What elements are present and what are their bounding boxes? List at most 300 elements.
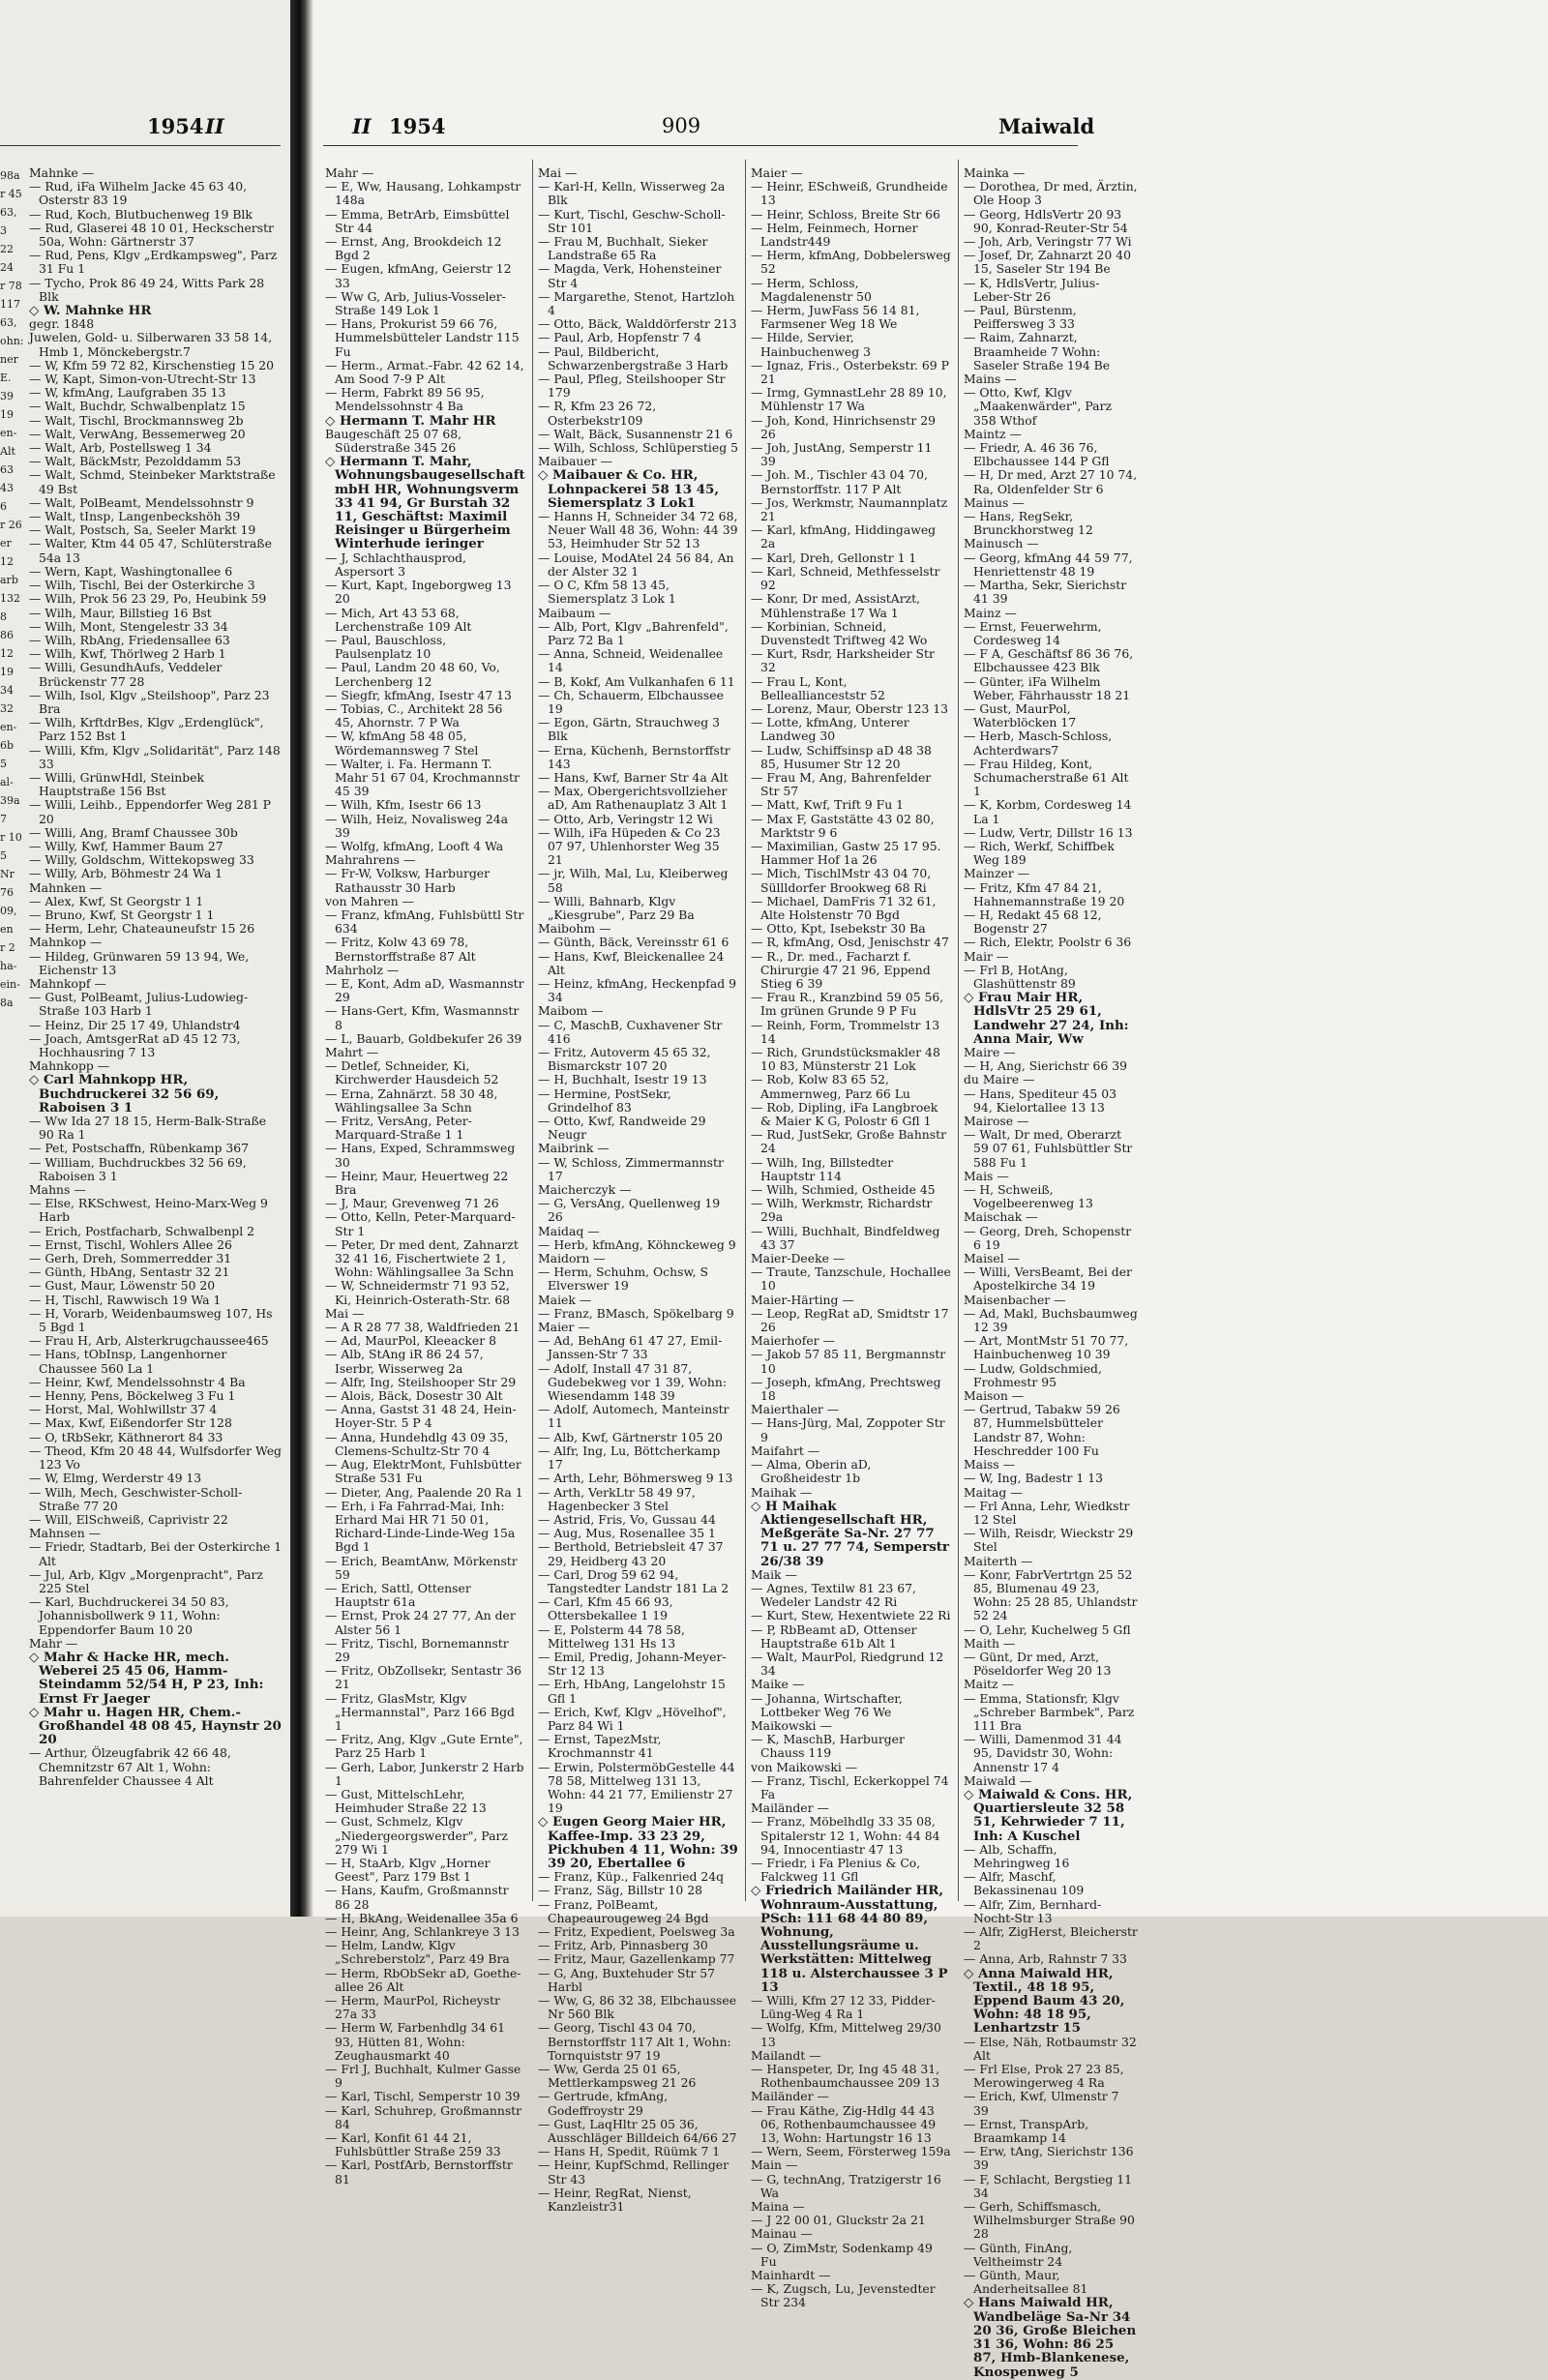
section-heading: Maidorn — — [538, 1251, 606, 1266]
section-heading: Maikowski — — [751, 1717, 832, 1733]
directory-entry: — Emma, BetrArb, Eimsbüttel Str 44 — [325, 206, 510, 235]
margin-fragment: en — [0, 923, 14, 936]
directory-entry: — Leop, RegRat aD, Smidtstr 17 26 — [751, 1305, 949, 1335]
directory-entry: — Fritz, Autoverm 45 65 32, Bismarckstr 107 20 — [538, 1045, 711, 1074]
directory-entry: — Herm, RbObSekr aD, Goethe-allee 26 Alt — [325, 1965, 521, 1994]
directory-entry: — Willi, Leihb., Eppendorfer Weg 281 P 20 — [29, 797, 271, 826]
directory-entry: — Raim, Zahnarzt, Braamheide 7 Wohn: Saseler Straße 194 Be — [964, 330, 1111, 372]
section-heading: Mahr — — [325, 165, 374, 180]
section-heading: Mahns — — [29, 1182, 86, 1198]
directory-entry: — Michael, DamFris 71 32 61, Alte Holstenstr 70 Bgd — [751, 893, 937, 922]
directory-entry: — Hans-Gert, Kfm, Wasmannstr 8 — [325, 1003, 520, 1032]
directory-entry: — Willy, Goldschm, Wittekopsweg 33 — [29, 852, 254, 868]
directory-entry: — Walt, Schmd, Steinbeker Marktstraße 49 Bst — [29, 467, 276, 496]
section-heading: Maibom — — [538, 1003, 604, 1019]
section-heading: Mainz — — [964, 605, 1017, 620]
directory-entry: — K, Korbm, Cordesweg 14 La 1 — [964, 797, 1132, 826]
right-page — [313, 0, 1548, 2380]
directory-entry: — G, Ang, Buxtehuder Str 57 Harbl — [538, 1965, 715, 1994]
directory-entry: — Günter, iFa Wilhelm Weber, Fährhausstr 18 21 — [964, 673, 1131, 702]
margin-fragment: r 45 — [0, 188, 22, 200]
column-3 — [751, 165, 951, 2310]
directory-entry: — Frl Else, Prok 27 23 85, Merowingerweg 4 Ra — [964, 2062, 1124, 2091]
directory-entry: — Frl B, HotAng, Glashüttenstr 89 — [964, 962, 1076, 991]
left-header-rule — [0, 145, 281, 146]
directory-entry: — Max F, Gaststätte 43 02 80, Marktstr 9 6 — [751, 811, 935, 840]
directory-entry: — Alfr, ZigHerst, Bleicherstr 2 — [964, 1924, 1138, 1953]
directory-entry: — J, Maur, Grevenweg 71 26 — [325, 1196, 499, 1211]
directory-entry: — Mich, TischlMstr 43 04 70, Süllldorfer Brookweg 68 Ri — [751, 866, 932, 895]
column-rule — [532, 160, 533, 1901]
directory-entry: — Lorenz, Maur, Oberstr 123 13 — [751, 700, 949, 716]
directory-entry: — Erna, Zahnärzt. 58 30 48, Wählingsallee 3a Schn — [325, 1086, 498, 1115]
directory-entry: — Hans, Kaufm, Großmannstr 86 28 — [325, 1883, 509, 1912]
directory-entry: — Herm, Schloss, Magdalenenstr 50 — [751, 275, 872, 304]
section-heading: Maibrink — — [538, 1141, 610, 1156]
directory-entry: — Rud, Koch, Blutbuchenweg 19 Blk — [29, 206, 253, 222]
directory-entry: — Ignaz, Fris., Osterbekstr. 69 P 21 — [751, 357, 949, 387]
directory-entry: — Eugen, kfmAng, Geierstr 12 33 — [325, 261, 512, 290]
directory-entry: — W, Kapt, Simon-von-Utrecht-Str 13 — [29, 372, 256, 387]
directory-entry: — W, Ing, Badestr 1 13 — [964, 1471, 1104, 1486]
directory-entry: ◇ Mahr & Hacke HR, mech. Weberei 25 45 06, Hamm-Steindamm 52/54 H, P 23, Inh: Ernst Fr Jaeger — [29, 1649, 264, 1707]
directory-entry: — Alb, Kwf, Gärtnerstr 105 20 — [538, 1429, 723, 1444]
directory-entry: — Berthold, Betriebsleit 47 37 29, Heidberg 43 20 — [538, 1539, 724, 1568]
directory-entry: — Erna, Küchenh, Bernstorffstr 143 — [538, 742, 730, 771]
directory-entry: — Rich, Elektr, Poolstr 6 36 — [964, 935, 1132, 950]
section-heading: Maisel — — [964, 1251, 1021, 1266]
section-heading: Maiwald — — [964, 1772, 1032, 1788]
directory-entry: — Will, ElSchweiß, Caprivistr 22 — [29, 1511, 228, 1527]
directory-entry: — Wilh, Isol, Klgv „Steilshoop", Parz 23 Bra — [29, 687, 270, 716]
directory-entry: — Fritz, GlasMstr, Klgv „Hermannstal", Parz 166 Bgd 1 — [325, 1690, 515, 1733]
section-heading: Maidaq — — [538, 1223, 600, 1238]
margin-fragment: 7 — [0, 813, 7, 825]
directory-entry: — Erh, i Fa Fahrrad-Mai, Inh: Erhard Mai HR 71 50 01, Richard-Linde-Linde-Weg 15a Bgd 1 — [325, 1498, 516, 1555]
directory-entry: — Paul, Bürstenm, Peiffersweg 3 33 — [964, 303, 1077, 332]
directory-entry: — Walt, PolBeamt, Mendelssohnstr 9 — [29, 494, 254, 510]
directory-entry: — Alex, Kwf, St Georgstr 1 1 — [29, 893, 204, 908]
directory-entry: — Ww, G, 86 32 38, Elbchaussee Nr 560 Blk — [538, 1993, 737, 2022]
directory-entry: — Günth, FinAng, Veltheimstr 24 — [964, 2240, 1073, 2269]
margin-fragment: 32 — [0, 702, 14, 715]
directory-entry: — Walt, tInsp, Langenbeckshöh 39 — [29, 509, 241, 524]
right-header-year: 1954 — [389, 114, 446, 138]
directory-entry: — Bruno, Kwf, St Georgstr 1 1 — [29, 907, 215, 922]
margin-fragment: r 2 — [0, 941, 15, 954]
directory-entry: — W, kfmAng 58 48 05, Wördemannsweg 7 Stel — [325, 729, 479, 758]
directory-entry: — Astrid, Fris, Vo, Gussau 44 — [538, 1511, 716, 1527]
directory-entry: — Ad, Makl, Buchsbaumweg 12 39 — [964, 1305, 1138, 1335]
directory-entry: ◇ Carl Mahnkopp HR, Buchdruckerei 32 56 69, Raboisen 3 1 — [29, 1072, 220, 1116]
section-heading: Mainka — — [964, 165, 1026, 180]
directory-entry: — Georg, Tischl 43 04 70, Bernstorffstr 117 Alt 1, Wohn: Tornquiststr 97 19 — [538, 2020, 731, 2063]
directory-entry: — O C, Kfm 58 13 45, Siemersplatz 3 Lok 1 — [538, 578, 676, 607]
directory-entry: — Ernst, Feuerwehrm, Cordesweg 14 — [964, 618, 1102, 647]
directory-entry: — Jul, Arb, Klgv „Morgenpracht", Parz 225 Stel — [29, 1566, 263, 1595]
directory-entry: — Helm, Feinmech, Horner Landstr449 — [751, 220, 918, 250]
directory-entry: — Willi, Kfm 27 12 33, Pidder-Lüng-Weg 4 Ra 1 — [751, 1993, 936, 2022]
directory-entry: — Carl, Drog 59 62 94, Tangstedter Landstr 181 La 2 — [538, 1566, 729, 1595]
directory-entry: — Walt, VerwAng, Bessemerweg 20 — [29, 426, 246, 441]
directory-entry: — Rich, Grundstücksmakler 48 10 83, Münsterstr 21 Lok — [751, 1045, 940, 1074]
directory-entry: — Wern, Seem, Försterweg 159a — [751, 2144, 951, 2159]
directory-entry: — Pet, Postschaffn, Rübenkamp 367 — [29, 1141, 249, 1156]
directory-entry: — Karl, Konfit 61 44 21, Fuhlsbüttler Straße 259 33 — [325, 2130, 501, 2159]
directory-entry: — Rud, JustSekr, Große Bahnstr 24 — [751, 1127, 947, 1156]
directory-entry: — J 22 00 01, Gluckstr 2a 21 — [751, 2213, 926, 2228]
margin-fragment: 5 — [0, 849, 7, 862]
directory-entry: — Walt, Buchdr, Schwalbenplatz 15 — [29, 399, 246, 414]
directory-entry: — Hermine, PostSekr, Grindelhof 83 — [538, 1086, 671, 1115]
directory-entry: — Franz, Möbelhdlg 33 35 08, Spitalerstr 12 1, Wohn: 44 84 94, Innocentiastr 47 13 — [751, 1814, 940, 1857]
directory-entry: — Hanspeter, Dr, Ing 45 48 31, Rothenbaumchaussee 209 13 — [751, 2062, 940, 2091]
margin-fragment: 63 — [0, 463, 14, 476]
directory-entry: — Arth, Lehr, Böhmersweg 9 13 — [538, 1471, 733, 1486]
margin-fragment: E. — [0, 372, 12, 384]
directory-entry: — Heinr, RegRat, Nienst, Kanzleistr31 — [538, 2185, 692, 2215]
directory-entry: — Heinr, KupfSchmd, Rellinger Str 43 — [538, 2157, 729, 2187]
directory-entry: — Herb, Masch-Schloss, Achterdwars7 — [964, 729, 1113, 758]
directory-entry: — Heinr, Schloss, Breite Str 66 — [751, 206, 940, 222]
directory-entry: — Margarethe, Stenot, Hartzloh 4 — [538, 288, 735, 318]
directory-entry: — Karl, kfmAng, Hiddingaweg 2a — [751, 522, 937, 551]
directory-entry: — Louise, ModAtel 24 56 84, An der Alster 32 1 — [538, 550, 734, 579]
directory-entry: — Martha, Sekr, Sierichstr 41 39 — [964, 578, 1127, 607]
directory-entry: — Kurt, Stew, Hexentwiete 22 Ri — [751, 1608, 951, 1623]
directory-entry: — Willi, GesundhAufs, Veddeler Brückenstr 77 28 — [29, 660, 223, 689]
directory-entry: — Heinr, Ang, Schlankreye 3 13 — [325, 1924, 520, 1939]
directory-entry: — Karl, Tischl, Semperstr 10 39 — [325, 2089, 521, 2104]
directory-entry: — Georg, kfmAng 44 59 77, Henriettenstr 48 19 — [964, 550, 1133, 579]
directory-entry: — Ww Ida 27 18 15, Herm-Balk-Straße 90 Ra 1 — [29, 1114, 267, 1143]
directory-entry: — Wolfg, kfmAng, Looft 4 Wa — [325, 838, 504, 853]
directory-entry: — Matt, Kwf, Trift 9 Fu 1 — [751, 797, 904, 813]
directory-entry: — Aug, ElektrMont, Fuhlsbütter Straße 531 Fu — [325, 1457, 521, 1486]
section-heading: Mahnkop — — [29, 935, 103, 950]
margin-fragment: arb — [0, 574, 18, 586]
directory-entry: — Fritz, Tischl, Bornemannstr 29 — [325, 1635, 509, 1664]
directory-entry: — Rob, Dipling, iFa Langbroek & Maier K G, Polostr 6 Gfl 1 — [751, 1099, 938, 1129]
directory-entry: ◇ H Maihak Aktiengesellschaft HR, Meßgeräte Sa-Nr. 27 77 71 u. 27 77 74, Semperstr 26/38 39 — [751, 1498, 949, 1569]
left-column — [29, 166, 283, 1908]
margin-fragment: 76 — [0, 886, 14, 899]
directory-entry: — Jakob 57 85 11, Bergmannstr 10 — [751, 1347, 946, 1376]
section-heading: von Maikowski — — [751, 1759, 858, 1774]
directory-entry: — Frau L, Kont, Belleallianceststr 52 — [751, 673, 885, 702]
margin-fragment: r 26 — [0, 519, 22, 531]
directory-entry: — Dorothea, Dr med, Ärztin, Ole Hoop 3 — [964, 179, 1138, 208]
directory-entry: — H, Buchhalt, Isestr 19 13 — [538, 1072, 707, 1087]
directory-entry: — Else, Näh, Rotbaumstr 32 Alt — [964, 2034, 1137, 2063]
directory-entry: — Erich, Kwf, Ulmenstr 7 39 — [964, 2089, 1119, 2118]
left-header-part: II — [205, 114, 224, 138]
directory-entry: — Frau M, Buchhalt, Sieker Landstraße 65 Ra — [538, 234, 708, 263]
section-heading: Mains — — [964, 372, 1017, 387]
margin-fragment: 6b — [0, 739, 15, 752]
directory-entry: ◇ Mahr u. Hagen HR, Chem.-Großhandel 48 08 45, Haynstr 20 20 — [29, 1704, 282, 1748]
directory-entry: — Jos, Werkmstr, Naumannplatz 21 — [751, 494, 948, 524]
section-heading: du Maire — — [964, 1072, 1035, 1087]
directory-entry: — O, tRbSekr, Käthnerort 84 33 — [29, 1429, 223, 1444]
directory-entry: — Heinr, Maur, Heuertweg 22 Bra — [325, 1168, 509, 1198]
directory-entry: — Gust, Schmelz, Klgv „Niedergeorgswerder", Parz 279 Wi 1 — [325, 1814, 508, 1857]
directory-entry: — Heinr, ESchweiß, Grundheide 13 — [751, 179, 948, 208]
directory-entry: — Erich, Kwf, Klgv „Hövelhof", Parz 84 Wi 1 — [538, 1704, 727, 1733]
directory-entry: — Paul, Arb, Hopfenstr 7 4 — [538, 330, 701, 345]
directory-entry: — Ludw, Goldschmied, Frohmestr 95 — [964, 1360, 1102, 1389]
directory-entry: — Ludw, Vertr, Dillstr 16 13 — [964, 824, 1133, 840]
directory-entry: — Rud, iFa Wilhelm Jacke 45 63 40, Osterstr 83 19 — [29, 179, 248, 208]
directory-entry: — H, Ang, Sierichstr 66 39 — [964, 1058, 1128, 1074]
directory-entry: — Adolf, Automech, Manteinstr 11 — [538, 1402, 729, 1431]
margin-fragment: 132 — [0, 592, 20, 605]
directory-entry: — Kurt, Rsdr, Harksheider Str 32 — [751, 646, 935, 675]
directory-entry: — K, HdlsVertr, Julius-Leber-Str 26 — [964, 275, 1100, 304]
directory-entry: — Mich, Art 43 53 68, Lerchenstraße 109 Alt — [325, 605, 472, 634]
directory-entry: — Frau M, Ang, Bahrenfelder Str 57 — [751, 769, 932, 799]
section-heading: Maier — — [538, 1320, 590, 1335]
directory-entry: — Magda, Verk, Hohensteiner Str 4 — [538, 261, 722, 290]
directory-entry: — Wilh, Kwf, Thörlweg 2 Harb 1 — [29, 646, 226, 662]
directory-entry: — Wilh, Werkmstr, Richardstr 29a — [751, 1196, 933, 1225]
directory-entry: — Tycho, Prok 86 49 24, Witts Park 28 Blk — [29, 275, 265, 304]
directory-entry: — Wilh, iFa Hüpeden & Co 23 07 97, Uhlenhorster Weg 35 21 — [538, 824, 721, 868]
directory-entry: — Joseph, kfmAng, Prechtsweg 18 — [751, 1374, 941, 1404]
directory-entry: — Willi, VersBeamt, Bei der Apostelkirche 34 19 — [964, 1264, 1132, 1294]
directory-entry: — Max, Obergerichtsvollzieher aD, Am Rathenauplatz 3 Alt 1 — [538, 784, 729, 813]
directory-entry: — Frl Anna, Lehr, Wiedkstr 12 Stel — [964, 1498, 1130, 1527]
directory-entry: — Walt, Bäck, Susannenstr 21 6 — [538, 426, 733, 441]
directory-entry: — Rob, Kolw 83 65 52, Ammernweg, Parz 66 Lu — [751, 1072, 910, 1101]
column-4 — [964, 165, 1138, 2380]
section-heading: Maicherczyk — — [538, 1182, 632, 1198]
directory-entry: — Heinr, Kwf, Mendelssohnstr 4 Ba — [29, 1374, 246, 1389]
directory-entry: — Agnes, Textilw 81 23 67, Wedeler Landstr 42 Ri — [751, 1580, 916, 1610]
margin-fragment: 86 — [0, 629, 14, 641]
directory-entry: — Ad, BehAng 61 47 27, Emil-Janssen-Str 7 33 — [538, 1333, 723, 1362]
page-number: 909 — [662, 114, 701, 137]
directory-entry: — William, Buchdruckbes 32 56 69, Raboisen 3 1 — [29, 1154, 247, 1183]
directory-entry: — Otto, Kpt, Isebekstr 30 Ba — [751, 921, 926, 937]
directory-entry: — Emil, Predig, Johann-Meyer-Str 12 13 — [538, 1649, 727, 1679]
directory-entry: — Fr-W, Volksw, Harburger Rathausstr 30 Harb — [325, 866, 491, 895]
margin-fragment: 63, — [0, 316, 17, 329]
directory-entry: ◇ Maiwald & Cons. HR, Quartiersleute 32 58 51, Kehrwieder 7 11, Inh: A Kuschel — [964, 1786, 1133, 1844]
directory-entry: — Willi, Buchhalt, Bindfeldweg 43 37 — [751, 1223, 940, 1252]
directory-entry: — Wilh, Mont, Stengelestr 33 34 — [29, 618, 228, 634]
directory-entry: — R, Kfm 23 26 72, Osterbekstr109 — [538, 399, 657, 428]
section-heading: Mainzer — — [964, 866, 1030, 881]
right-header-part: II — [352, 114, 372, 138]
directory-entry: — Kurt, Kapt, Ingeborgweg 13 20 — [325, 578, 512, 607]
directory-entry: — Wilh, Tischl, Bei der Osterkirche 3 — [29, 578, 255, 593]
directory-entry: — Maximilian, Gastw 25 17 95. Hammer Hof 1a 26 — [751, 838, 941, 868]
directory-entry: — H, Vorarb, Weidenbaumsweg 107, Hs 5 Bgd 1 — [29, 1305, 273, 1335]
section-heading: Main — — [751, 2157, 798, 2173]
directory-entry: — Erw, tAng, Sierichstr 136 39 — [964, 2144, 1134, 2173]
directory-entry: — Gust, PolBeamt, Julius-Ludowieg-Straße 103 Harb 1 — [29, 990, 249, 1019]
directory-entry: — Fritz, Arb, Pinnasberg 30 — [538, 1938, 708, 1953]
running-head: Maiwald — [998, 114, 1095, 138]
directory-entry: — Gertrud, Tabakw 59 26 87, Hummelsbütteler Landstr 87, Wohn: Heschredder 100 Fu — [964, 1402, 1120, 1458]
directory-entry: — Rich, Werkf, Schiffbek Weg 189 — [964, 838, 1115, 868]
directory-entry: — Arth, VerkLtr 58 49 97, Hagenbecker 3 Stel — [538, 1484, 696, 1513]
section-heading: Mainau — — [751, 2226, 813, 2242]
section-heading: Mahnke — — [29, 165, 95, 180]
directory-entry: — F A, Geschäftsf 86 36 76, Elbchaussee 423 Blk — [964, 646, 1134, 675]
directory-entry: — Willy, Kwf, Hammer Baum 27 — [29, 838, 223, 853]
margin-fragment: ohn: — [0, 335, 24, 347]
section-heading: Maier-Deeke — — [751, 1251, 846, 1266]
directory-entry: — Gust, MittelschLehr, Heimhuder Straße 22 13 — [325, 1786, 487, 1816]
margin-fragment: 19 — [0, 666, 14, 678]
directory-entry: — Georg, Dreh, Schopenstr 6 19 — [964, 1223, 1132, 1252]
directory-entry: — Hans, Spediteur 45 03 94, Kielortallee 13 13 — [964, 1086, 1117, 1115]
margin-fragment: 5 — [0, 758, 7, 770]
directory-entry: — Wolfg, Kfm, Mittelweg 29/30 13 — [751, 2020, 941, 2049]
section-heading: Maiss — — [964, 1457, 1016, 1473]
directory-entry: — C, MaschB, Cuxhavener Str 416 — [538, 1017, 723, 1046]
column-1 — [325, 165, 525, 2187]
directory-entry: — Wilh, Schloss, Schlüperstieg 5 — [538, 440, 738, 456]
directory-entry: — Reinh, Form, Trommelstr 13 14 — [751, 1017, 940, 1046]
directory-entry: — Gerh, Schiffsmasch, Wilhelmsburger Straße 90 28 — [964, 2199, 1135, 2242]
directory-entry: — W, Elmg, Werderstr 49 13 — [29, 1471, 202, 1486]
section-heading: Maison — — [964, 1388, 1025, 1404]
directory-entry: — Wilh, Maur, Billstieg 16 Bst — [29, 605, 212, 620]
directory-entry: — Hildeg, Grünwaren 59 13 94, We, Eichenstr 13 — [29, 948, 250, 977]
directory-entry: ◇ W. Mahnke HR — [29, 303, 152, 319]
directory-entry: — Georg, HdlsVertr 20 93 90, Konrad-Reuter-Str 54 — [964, 206, 1128, 235]
margin-fragment: 39a — [0, 794, 20, 807]
directory-entry: — Josef, Dr, Zahnarzt 20 40 15, Saseler Str 194 Be — [964, 248, 1132, 277]
directory-entry: — Willi, Ang, Bramf Chaussee 30b — [29, 824, 238, 840]
directory-entry: — G, technAng, Tratzigerstr 16 Wa — [751, 2171, 941, 2200]
directory-entry: — Paul, Pfleg, Steilshooper Str 179 — [538, 372, 726, 401]
directory-entry: — Ch, Schauerm, Elbchaussee 19 — [538, 687, 724, 716]
section-heading: Maischak — — [964, 1209, 1038, 1225]
directory-entry: — Alfr, Ing, Steilshooper Str 29 — [325, 1374, 517, 1389]
directory-entry: — Anna, Gastst 31 48 24, Hein-Hoyer-Str. 5 P 4 — [325, 1402, 517, 1431]
directory-entry: — Friedr, i Fa Plenius & Co, Falckweg 11 Gfl — [751, 1855, 921, 1885]
margin-fragment: en- — [0, 427, 17, 439]
directory-entry: — Hans-Jürg, Mal, Zoppoter Str 9 — [751, 1415, 945, 1444]
directory-entry: — Rud, Glaserei 48 10 01, Heckscherstr 50a, Wohn: Gärtnerstr 37 — [29, 220, 274, 250]
directory-entry: — Karl, Schneid, Methfesselstr 92 — [751, 563, 940, 593]
directory-entry: — Fritz, Expedient, Poelsweg 3a — [538, 1924, 735, 1939]
directory-entry: — Günth, Bäck, Vereinsstr 61 6 — [538, 935, 729, 950]
directory-entry: — Walter, i. Fa. Hermann T. Mahr 51 67 04, Krochmannstr 45 39 — [325, 756, 520, 799]
margin-fragment: ner — [0, 353, 18, 366]
directory-entry: — E, Ww, Hausang, Lohkampstr 148a — [325, 179, 521, 208]
margin-fragment: er — [0, 537, 12, 550]
directory-entry: — Johanna, Wirtschafter, Lottbeker Weg 76 We — [751, 1690, 903, 1719]
directory-entry: — Hans, Prokurist 59 66 76, Hummelsbütteler Landstr 115 Fu — [325, 316, 520, 359]
directory-entry: — Ernst, TapezMstr, Krochmannstr 41 — [538, 1732, 662, 1761]
directory-entry: — Walter, Ktm 44 05 47, Schlüterstraße 54a 13 — [29, 536, 272, 565]
left-header-year: 1954 — [147, 114, 204, 138]
directory-entry: — Fritz, Kfm 47 84 21, Hahnemannstraße 19 20 — [964, 879, 1125, 908]
directory-entry: — Walt, Dr med, Oberarzt 59 07 61, Fuhlsbüttler Str 588 Fu 1 — [964, 1127, 1133, 1170]
directory-entry: — Hanns H, Schneider 34 72 68, Neuer Wall 48 36, Wohn: 44 39 53, Heimhuder Str 52 13 — [538, 509, 738, 551]
directory-entry: — Otto, Arb, Veringstr 12 Wi — [538, 811, 713, 826]
directory-entry: — Konr, FabrVertrtgn 25 52 85, Blumenau 49 23, Wohn: 25 28 85, Uhlandstr 52 24 — [964, 1566, 1138, 1623]
directory-entry: — Wilh, Reisdr, Wieckstr 29 Stel — [964, 1526, 1134, 1555]
directory-entry: — H, Dr med, Arzt 27 10 74, Ra, Oldenfelder Str 6 — [964, 467, 1138, 496]
directory-entry: — H, Schweiß, Vogelbeerenweg 13 — [964, 1182, 1093, 1211]
directory-entry: — Karl, Schuhrep, Großmannstr 84 — [325, 2102, 522, 2131]
section-heading: Mahnken — — [29, 879, 103, 895]
directory-entry: — Adolf, Install 47 31 87, Gudebekweg vor 1 39, Wohn: Wiesendamm 148 39 — [538, 1360, 727, 1404]
section-heading: Maiterth — — [964, 1553, 1033, 1568]
directory-entry: — Lotte, kfmAng, Unterer Landweg 30 — [751, 715, 909, 744]
directory-entry: — Rud, Pens, Klgv „Erdkampsweg", Parz 31 Fu 1 — [29, 248, 278, 277]
directory-entry: — Alfr, Ing, Lu, Böttcherkamp 17 — [538, 1443, 721, 1473]
directory-entry: — Ernst, TranspArb, Braamkamp 14 — [964, 2116, 1089, 2146]
directory-entry: — Walt, Postsch, Sa, Seeler Markt 19 — [29, 522, 256, 538]
directory-entry: — W, kfmAng, Laufgraben 35 13 — [29, 385, 226, 401]
book-spine — [290, 0, 313, 1917]
directory-entry: — Detlef, Schneider, Ki, Kirchwerder Hausdeich 52 — [325, 1058, 499, 1087]
directory-entry: — Alfr, Maschf, Bekassinenau 109 — [964, 1869, 1085, 1898]
margin-fragment: r 10 — [0, 831, 22, 844]
directory-entry: — Friedr, A. 46 36 76, Elbchaussee 144 P Gfl — [964, 440, 1110, 469]
section-heading: Mahnkopp — — [29, 1058, 110, 1074]
margin-fragment: 117 — [0, 298, 20, 311]
directory-entry: — H, Redakt 45 68 12, Bogenstr 27 — [964, 907, 1102, 937]
margin-fragment: ein- — [0, 978, 20, 991]
margin-fragment: ha- — [0, 960, 17, 972]
directory-entry: — Wilh, RbAng, Friedensallee 63 — [29, 632, 230, 647]
directory-entry: — O, ZimMstr, Sodenkamp 49 Fu — [751, 2240, 933, 2269]
directory-entry: — Traute, Tanzschule, Hochallee 10 — [751, 1264, 951, 1294]
directory-entry: — Günth, HbAng, Sentastr 32 21 — [29, 1264, 230, 1280]
section-heading: Maihak — — [751, 1484, 813, 1500]
section-heading: Mahrt — — [325, 1045, 379, 1059]
directory-entry: — Hans, tObInsp, Langenhorner Chaussee 560 La 1 — [29, 1347, 227, 1376]
section-heading: Mailänder — — [751, 2089, 829, 2104]
directory-entry: — E, Polsterm 44 78 58, Mittelweg 131 Hs 13 — [538, 1621, 685, 1651]
directory-entry: — Gust, MaurPol, Waterblöcken 17 — [964, 700, 1077, 730]
directory-entry: — Herm, Fabrkt 89 56 95, Mendelssohnstr 4 Ba — [325, 385, 485, 414]
section-heading: Mailandt — — [751, 2047, 821, 2063]
section-heading: Maisenbacher — — [964, 1292, 1066, 1307]
section-heading: Maierhofer — — [751, 1333, 835, 1349]
section-heading: Maiek — — [538, 1292, 592, 1307]
section-heading: Mahrahrens — — [325, 852, 416, 868]
directory-entry: — Günt, Dr med, Arzt, Pöseldorfer Weg 20 13 — [964, 1649, 1112, 1679]
directory-entry: — Herm, Schuhm, Ochsw, S Elverswег 19 — [538, 1264, 708, 1294]
section-heading: Maier-Härting — — [751, 1292, 854, 1307]
directory-entry: — Else, RKSchwest, Heino-Marx-Weg 9 Harb — [29, 1196, 268, 1225]
section-heading: Maitz — — [964, 1677, 1014, 1692]
directory-entry: — Joach, AmtsgerRat aD 45 12 73, Hochhausring 7 13 — [29, 1030, 241, 1059]
directory-entry: — A R 28 77 38, Waldfrieden 21 — [325, 1320, 521, 1335]
margin-fragment: r 78 — [0, 280, 22, 292]
directory-entry: — Paul, Bauschloss, Paulsenplatz 10 — [325, 632, 447, 662]
left-margin-fragments — [0, 166, 23, 1908]
directory-entry: — Walt, MaurPol, Riedgrund 12 34 — [751, 1649, 944, 1679]
directory-entry: — Alois, Bäck, Dosestr 30 Alt — [325, 1388, 503, 1404]
right-header-rule — [323, 145, 1078, 146]
margin-fragment: Nr — [0, 868, 15, 880]
directory-entry: — Hans, RegSekr, Brunckhorstweg 12 — [964, 509, 1093, 538]
directory-entry: — Wilh, Schmied, Ostheide 45 — [751, 1182, 936, 1198]
directory-entry: — Herm, MaurPol, Richeystr 27a 33 — [325, 1993, 500, 2022]
directory-entry: — Ww, Gerda 25 01 65, Mettlerkampsweg 21 26 — [538, 2062, 697, 2091]
directory-entry: — Hilde, Servier, Hainbuchenweg 3 — [751, 330, 871, 359]
